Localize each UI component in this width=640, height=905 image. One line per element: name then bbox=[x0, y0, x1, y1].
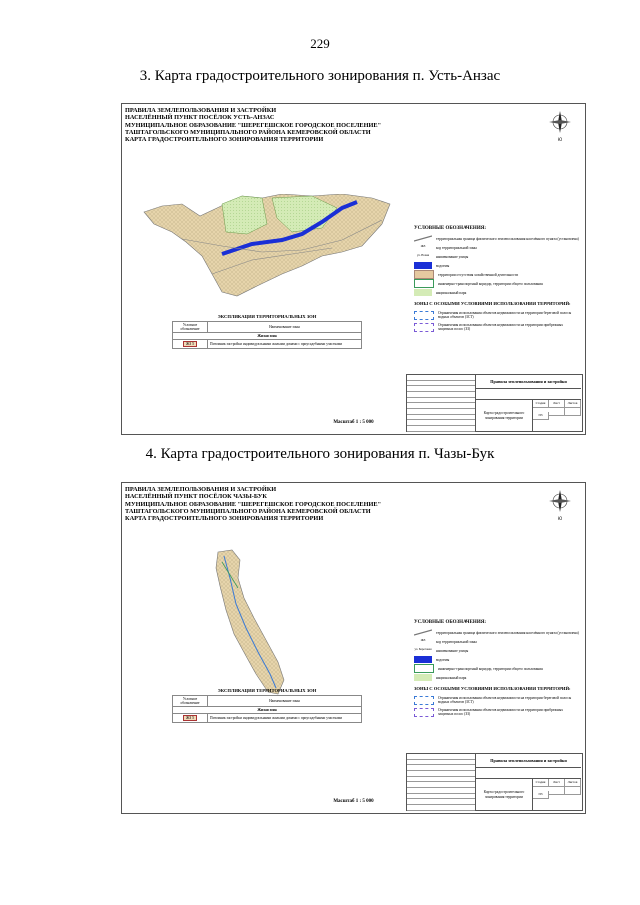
legend-item bbox=[414, 637, 579, 646]
legend-label: Ограничения использования объектов недвижимости на территории прибрежных защитных полос (ЗЗ) bbox=[438, 323, 564, 332]
stamp-grid bbox=[407, 375, 476, 431]
sheet-title-line: ТАШТАГОЛЬСКОГО МУНИЦИПАЛЬНОГО РАЙОНА КЕМЕРОВСКОЙ ОБЛАСТИ bbox=[125, 128, 371, 136]
zone-description: Питомник застройки индивидуальными жилыми домами с приусадебными участками bbox=[208, 340, 362, 349]
sheet-title-line: НАСЕЛЁННЫЙ ПУНКТ ПОСЁЛОК УСТЬ-АНЗАС bbox=[125, 114, 275, 122]
zones-heading: ЗОНЫ С ОСОБЫМИ УСЛОВИЯМИ ИСПОЛЬЗОВАНИЯ ТЕРРИТОРИЙ: bbox=[414, 301, 571, 307]
shore-strip-swatch bbox=[414, 311, 434, 320]
legend-item bbox=[414, 664, 579, 673]
stamp-name: Карта градостроительного зонирования территории bbox=[476, 400, 533, 431]
legend-item bbox=[414, 243, 579, 252]
stamp-sub bbox=[476, 389, 581, 400]
protection-strip-swatch bbox=[414, 708, 434, 717]
page-number: 229 bbox=[310, 36, 330, 51]
legend-item bbox=[414, 288, 579, 297]
corridor-swatch bbox=[414, 664, 434, 673]
map-sheet-ust-anzas bbox=[121, 103, 586, 435]
legend-label: водоемы bbox=[436, 657, 450, 662]
sheet-title bbox=[125, 107, 381, 143]
stamp-org bbox=[533, 417, 581, 430]
stamp-cell bbox=[549, 408, 565, 416]
legend-label: наименование улицы bbox=[436, 648, 469, 653]
zone-code: ЖЗ 5 bbox=[183, 715, 197, 721]
national-park-swatch bbox=[414, 674, 432, 681]
residential-zone bbox=[216, 550, 284, 694]
compass-rose-icon bbox=[547, 109, 573, 143]
boundary-line-icon bbox=[414, 629, 432, 636]
legend bbox=[414, 621, 579, 718]
legend-label: водоемы bbox=[436, 263, 450, 268]
zone-code-symbol: ЖЗ bbox=[420, 244, 426, 249]
legend-label: код территориальной зоны bbox=[436, 639, 477, 644]
residential-zone bbox=[144, 194, 390, 296]
title-block bbox=[406, 753, 583, 811]
sheet-title-line: ПРАВИЛА ЗЕМЛЕПОЛЬЗОВАНИЯ И ЗАСТРОЙКИ bbox=[125, 486, 277, 493]
section-heading-chazy-buk: 4. Карта градостроительного зонирования п. Чазы-Бук bbox=[145, 446, 495, 462]
legend-item bbox=[414, 234, 579, 243]
settlement-map bbox=[142, 194, 402, 304]
zone-code: ЖЗ 5 bbox=[183, 341, 197, 347]
explication-table bbox=[172, 321, 362, 349]
stamp-sub bbox=[476, 768, 581, 779]
table-group: Жилая зона bbox=[173, 333, 362, 340]
stamp-meta bbox=[533, 779, 582, 795]
map-sheet-chazy-buk bbox=[121, 482, 586, 814]
svg-text:Ю: Ю bbox=[557, 516, 563, 521]
legend-label: наименование улицы bbox=[436, 254, 469, 259]
zone-code-symbol: ЖЗ bbox=[420, 638, 426, 643]
stamp-cell bbox=[549, 787, 565, 795]
legend-item bbox=[414, 321, 579, 333]
stamp-cell: ПЗ bbox=[533, 791, 549, 799]
street-name-symbol: ул. Береговая bbox=[414, 647, 432, 652]
stamp-cell: Лист bbox=[549, 400, 565, 408]
compass-rose-icon bbox=[547, 488, 573, 522]
sheet-title-line: ТАШТАГОЛЬСКОГО МУНИЦИПАЛЬНОГО РАЙОНА КЕМЕРОВСКОЙ ОБЛАСТИ bbox=[125, 507, 371, 515]
stamp-grid bbox=[407, 754, 476, 810]
protection-strip-swatch bbox=[414, 323, 434, 332]
stamp-meta bbox=[533, 400, 582, 416]
legend-item bbox=[414, 694, 579, 706]
sheet-title-line: КАРТА ГРАДОСТРОИТЕЛЬНОГО ЗОНИРОВАНИЯ ТЕРРИТОРИИ bbox=[125, 136, 324, 144]
water-swatch bbox=[414, 656, 432, 663]
legend-label: Ограничения использования объектов недвижимости на территории прибрежных защитных полос (ЗЗ) bbox=[438, 708, 564, 717]
legend-item bbox=[414, 261, 579, 270]
settlement-map bbox=[212, 548, 292, 698]
section-heading-ust-anzas: 3. Карта градостроительного зонирования п. Усть-Анзас bbox=[139, 68, 501, 84]
legend-label: инженерно-транспортный коридор, территории общего пользования bbox=[438, 281, 543, 286]
table-header: Наименование зоны bbox=[208, 696, 362, 707]
water-swatch bbox=[414, 262, 432, 269]
legend-label: территории отсутствия хозяйственной деятельности bbox=[438, 272, 519, 277]
scale-label: Масштаб 1 : 5 000 bbox=[333, 799, 374, 804]
legend-label: код территориальной зоны bbox=[436, 245, 477, 250]
legend-label: территориальная граница фактического землепользования населённого пункта (установлена) bbox=[436, 236, 579, 241]
stamp-cell bbox=[565, 787, 581, 795]
explication-title: ЭКСПЛИКАЦИЯ ТЕРРИТОРИАЛЬНЫХ ЗОН bbox=[217, 314, 317, 319]
explication-title: ЭКСПЛИКАЦИЯ ТЕРРИТОРИАЛЬНЫХ ЗОН bbox=[217, 688, 317, 693]
boundary-line-icon bbox=[414, 235, 432, 242]
legend-item bbox=[414, 252, 579, 261]
stamp-project: Правила землепользования и застройки bbox=[476, 755, 581, 768]
stamp-cell bbox=[565, 408, 581, 416]
stamp-org bbox=[533, 796, 581, 809]
no-activity-swatch bbox=[414, 270, 434, 279]
sheet-title-line: МУНИЦИПАЛЬНОЕ ОБРАЗОВАНИЕ "ШЕРЕГЕШСКОЕ ГОРОДСКОЕ ПОСЕЛЕНИЕ" bbox=[125, 500, 382, 508]
legend-heading: УСЛОВНЫЕ ОБОЗНАЧЕНИЯ: bbox=[414, 226, 486, 231]
legend-label: инженерно-транспортный коридор, территории общего пользования bbox=[438, 666, 543, 671]
legend-item bbox=[414, 309, 579, 321]
scale-label: Масштаб 1 : 5 000 bbox=[333, 420, 374, 425]
national-park-swatch bbox=[414, 289, 432, 296]
zone-description: Питомник застройки индивидуальными жилыми домами с приусадебными участками bbox=[208, 714, 362, 723]
stamp-cell: Листов bbox=[565, 400, 581, 408]
legend-item bbox=[414, 270, 579, 279]
stamp-cell: Лист bbox=[549, 779, 565, 787]
legend-item bbox=[414, 673, 579, 682]
sheet-title-line: ПРАВИЛА ЗЕМЛЕПОЛЬЗОВАНИЯ И ЗАСТРОЙКИ bbox=[125, 107, 277, 114]
legend bbox=[414, 227, 579, 333]
stamp-cell: Стадия bbox=[533, 779, 549, 787]
stamp-project: Правила землепользования и застройки bbox=[476, 376, 581, 389]
street-name-symbol: ул. Новая bbox=[416, 253, 430, 258]
table-header: Условное обозначение bbox=[173, 322, 208, 333]
legend-item bbox=[414, 628, 579, 637]
shore-strip-swatch bbox=[414, 696, 434, 705]
legend-item bbox=[414, 279, 579, 288]
title-block bbox=[406, 374, 583, 432]
explication bbox=[172, 314, 362, 349]
table-header: Наименование зоны bbox=[208, 322, 362, 333]
legend-label: национальный парк bbox=[436, 675, 467, 680]
legend-heading: УСЛОВНЫЕ ОБОЗНАЧЕНИЯ: bbox=[414, 620, 486, 625]
legend-label: Ограничения использования объектов недвижимости на территории береговой полосы водных объектов (ЗСТ) bbox=[438, 696, 572, 705]
explication-table bbox=[172, 695, 362, 723]
legend-label: территориальная граница фактического землепользования населённого пункта (установлена) bbox=[436, 630, 579, 635]
legend-item bbox=[414, 646, 579, 655]
legend-label: Ограничения использования объектов недвижимости на территории береговой полосы водных объектов (ЗСТ) bbox=[438, 311, 572, 320]
explication bbox=[172, 688, 362, 723]
table-header: Условное обозначение bbox=[173, 696, 208, 707]
table-group: Жилая зона bbox=[173, 707, 362, 714]
stamp-cell: Листов bbox=[565, 779, 581, 787]
stamp-cell: ПЗ bbox=[533, 412, 549, 420]
sheet-title-line: НАСЕЛЁННЫЙ ПУНКТ ПОСЁЛОК ЧАЗЫ-БУК bbox=[125, 493, 267, 501]
legend-item bbox=[414, 655, 579, 664]
sheet-title-line: МУНИЦИПАЛЬНОЕ ОБРАЗОВАНИЕ "ШЕРЕГЕШСКОЕ ГОРОДСКОЕ ПОСЕЛЕНИЕ" bbox=[125, 121, 382, 129]
stamp-cell: Стадия bbox=[533, 400, 549, 408]
stamp-name: Карта градостроительного зонирования территории bbox=[476, 779, 533, 810]
sheet-title-line: КАРТА ГРАДОСТРОИТЕЛЬНОГО ЗОНИРОВАНИЯ ТЕРРИТОРИИ bbox=[125, 515, 324, 523]
legend-item bbox=[414, 706, 579, 718]
legend-label: национальный парк bbox=[436, 290, 467, 295]
sheet-title bbox=[125, 486, 381, 522]
zones-heading: ЗОНЫ С ОСОБЫМИ УСЛОВИЯМИ ИСПОЛЬЗОВАНИЯ ТЕРРИТОРИЙ: bbox=[414, 686, 571, 692]
svg-text:Ю: Ю bbox=[557, 137, 563, 142]
corridor-swatch bbox=[414, 279, 434, 288]
